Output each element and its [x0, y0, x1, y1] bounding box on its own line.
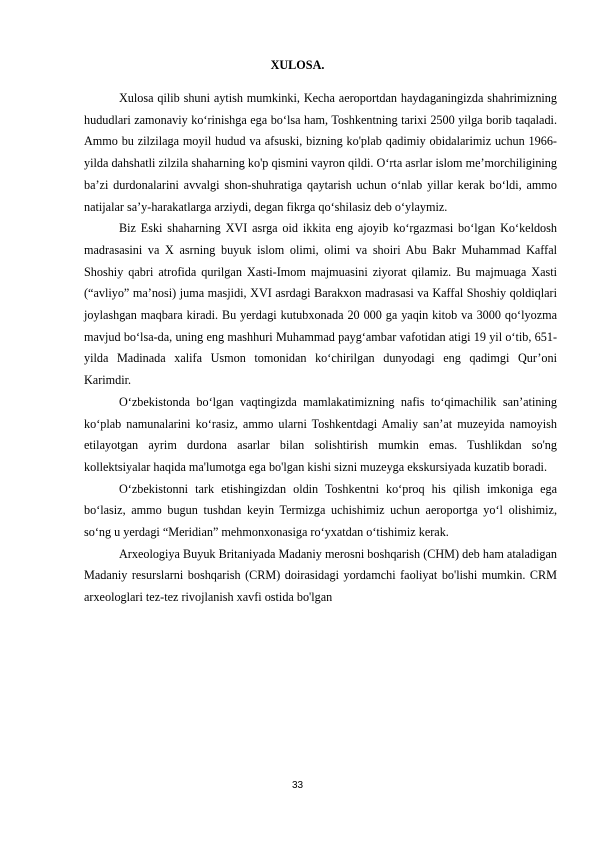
paragraph-3: O‘zbekistonda bo‘lgan vaqtingizda mamlakatimizning nafis to‘qimachilik san’atining ko‘plab namunalarini ko‘rasiz, ammo ularni Toshkentdagi Amaliy san’at muzeyida namoyish etilayotgan ayrim durdona asarlar bilan solishtirish mumkin emas. Tushlikdan so'ng kollektsiyalar haqida ma'lumotga ega bo'lgan kishi sizni muzeyga ekskursiyada kuzatib boradi. [84, 394, 557, 474]
page-title: XULOSA. [270, 58, 325, 72]
document-body [84, 88, 557, 609]
paragraph-4: O‘zbekistonni tark etishingizdan oldin Toshkentni ko‘proq his qilish imkoniga ega bo‘lasiz, ammo bugun tushdan keyin Termizga uchishimiz uchun aeroportga yo‘l olishimiz, so‘ng u yerdagi “Meridian” mehmonxonasiga ro‘yxatdan o‘tishimiz kerak. [84, 481, 557, 540]
page-number: 33 [291, 780, 304, 791]
paragraph-5: Arxeologiya Buyuk Britaniyada Madaniy merosni boshqarish (CHM) deb ham ataladigan Madaniy resurslarni boshqarish (CRM) doirasidagi yordamchi faoliyat bo'lishi mumkin. CRM arxeologlari tez-tez rivojlanish xavfi ostida bo'lgan [84, 546, 557, 605]
paragraph-2: Biz Eski shaharning XVI asrga oid ikkita eng ajoyib ko‘rgazmasi bo‘lgan Ko‘keldosh madrasasini va X asrning buyuk islom olimi, olimi va shoiri Abu Bakr Muhammad Kaffal Shoshiy qabri atrofida qurilgan Xasti-Imom majmuasini ziyorat qilamiz. Bu majmuaga Xasti (“avliyo” ma’nosi) juma masjidi, XVI asrdagi Barakxon madrasasi va Kaffal Shoshiy qoldiqlari joylashgan maqbara kiradi. Bu yerdagi kutubxonada 20 000 ga yaqin kitob va 3000 qo‘lyozma mavjud bo‘lsa-da, uning eng mashhuri Muhammad payg‘ambar vafotidan atigi 19 yil o‘tib, 651-yilda Madinada xalifa Usmon tomonidan ko‘chirilgan dunyodagi eng qadimgi Qur’oni Karimdir. [84, 221, 557, 388]
paragraph-1: Xulosa qilib shuni aytish mumkinki, Kecha aeroportdan haydaganingizda shahrimizning hududlari zamonaviy ko‘rinishga ega bo‘lsa ham, Toshkentning tarixi 2500 yilga borib taqaladi. Ammo bu zilzilaga moyil hudud va afsuski, bizning ko'plab qadimiy obidalarimiz uchun 1966-yilda dahshatli zilzila shaharning ko'p qismini vayron qildi. O‘rta asrlar islom me’morchiligining ba’zi durdonalarini avvalgi shon-shuhratiga qaytarish uchun o‘nlab yillar kerak bo‘ldi, ammo natijalar sa’y-harakatlarga arziydi, degan fikrga qo‘shilasiz deb o‘ylaymiz. [84, 91, 557, 214]
